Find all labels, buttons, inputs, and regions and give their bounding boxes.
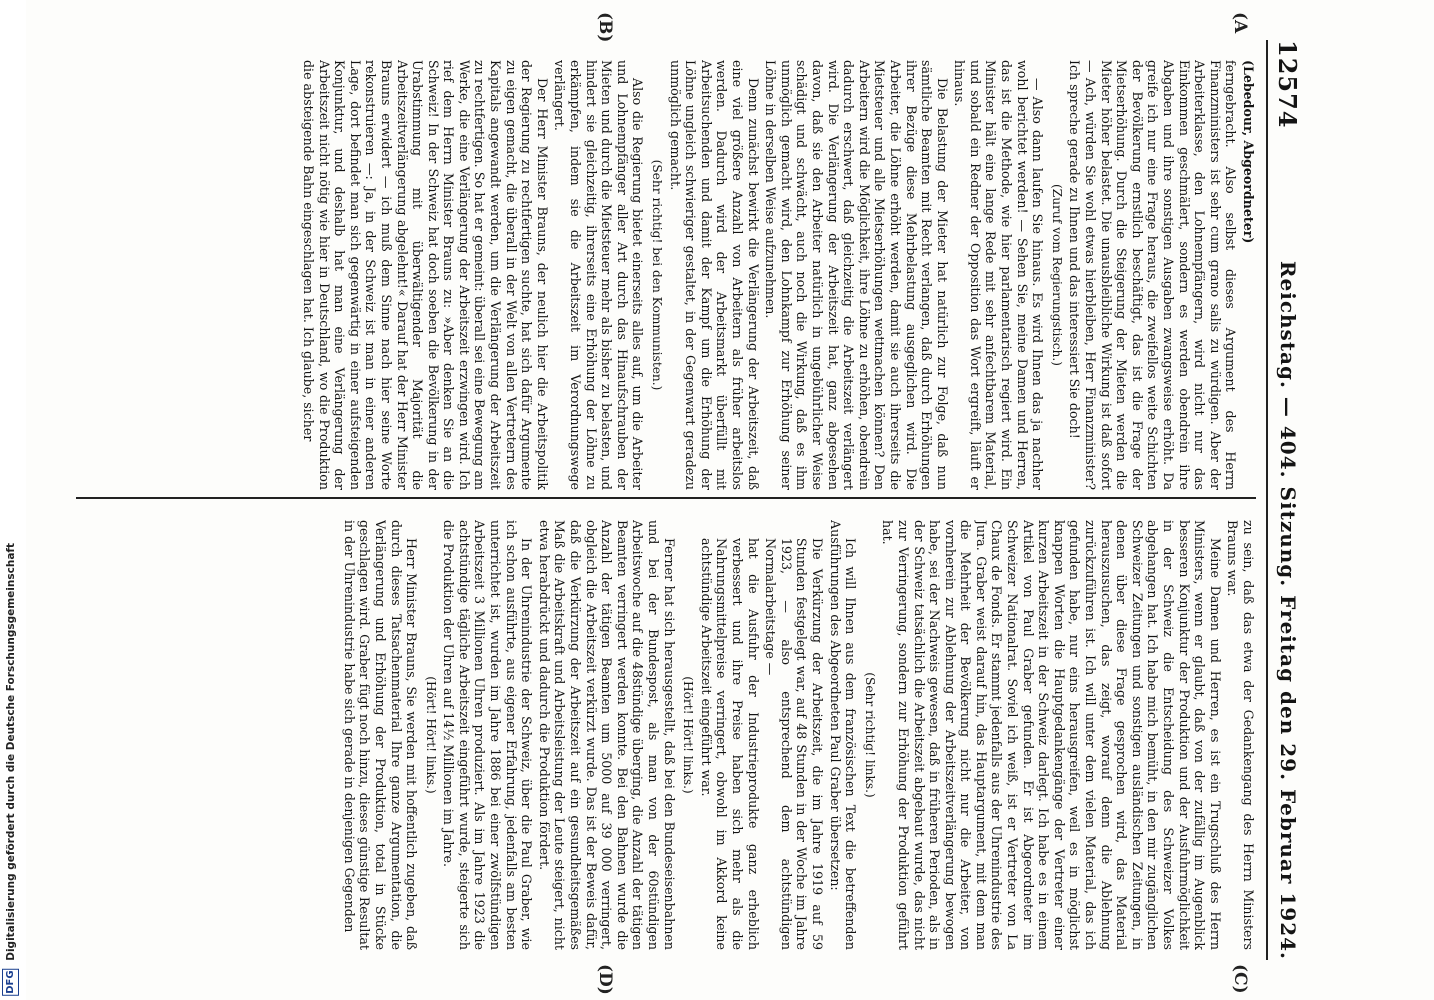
paragraph: — Also dann laufen Sie hinaus. Es wird Ihnen das ja nachher wohl berichtet werden! — Sehen Sie, meine Damen und Herren, das ist die Methode, wie hier parlamentarisch regiert wird. Ein Minister hält eine lange Rede mit sehr anfechtbarem Material, und sobald ein Redner der Opposition das Wort ergreift, läuft er hinaus. — [952, 60, 1046, 490]
paragraph: Der Herr Minister Brauns, der neulich hier die Arbeitspolitik der Regierung zu rechtfertigen suchte, hat sich dafür Argumente zu eigen gemacht, die überall in der Welt von allen Vertretern des Kapitals angewandt werden, um die Verlängerung der Arbeitszeit zu rechtfertigen. So hat er gemeint: überall sei eine Bewegung am Werke, die eine Verlängerung der Arbeitszeit erzwingen wird. Ich rief dem Herrn Minister Brauns zu: »Aber denken Sie an die Schweiz! In der Schweiz hat doch soeben die Bevölkerung in der Urabstimmung mit überwältigender Majorität die Arbeitszeitverlängerung abgelehnt!« Darauf hat der Herr Minister Brauns erwidert — ich muß dem Sinne nach hier seine Worte rekonstruieren —: Ja, in der Schweiz ist man in einer anderen Lage, dort befindet man sich gegenwärtig in einer aufsteigenden Konjunktur, und deshalb hat man eine Verlängerung der Arbeitszeit nicht nötig wie hier in Deutschland, wo die Produktion die absteigende Bahn eingeschlagen hat. Ich glaube, sicher — [300, 60, 550, 490]
interjection: (Sehr richtig! links.) — [862, 672, 877, 798]
quoted-passage: Die Verkürzung der Arbeitszeit, die im Jahre 1919 auf 59 Stunden festgelegt war, auf 48 Stunden in der Woche im Jahre 1923, — also entsprechend dem achtstündigen Normalarbeitstage — — [763, 538, 825, 950]
paragraph: Also die Regierung bietet einerseits alles auf, um die Arbeiter und Lohnempfänger aller Art durch das Hinaufschrauben der Mieten und durch die Mietsteuer mehr als bisher zu belasten, und hindert sie gleichzeitig, ihrerseits eine Erhöhung der Löhne zu erkämpfen, indem sie die Arbeitszeit im Verordnungswege verlängert. — [552, 60, 646, 490]
speaker-label: (Lebedour, Abgeordneter) — [1241, 60, 1256, 244]
column-divider — [76, 497, 1256, 499]
interjection: (Hört! Hört! links.) — [423, 676, 438, 794]
margin-marker-c: (C) — [1230, 964, 1250, 994]
paragraph: zu sein, daß das etwa der Gedankengang des Herrn Ministers Brauns war. — [1225, 520, 1256, 950]
right-text-column — [76, 520, 1256, 950]
page-number: 12574 — [1273, 40, 1303, 129]
paragraph: Herr Minister Brauns, Sie werden mit hoffentlich zugeben, daß durch dieses Tatsachenmaterial Ihre ganze Argumentation, die Verlängerung und Erhöhung der Produktion, total in Stücke geschlagen wird. Graber fügt noch hinzu, dieses günstige Resultat in der Uhrenindustrie habe sich gerade in denjenigen Gegenden — [341, 520, 420, 950]
paragraph: Meine Damen und Herren, es ist ein Trugschluß des Herrn Ministers, wenn er glaubt, daß von der zufällig im Augenblick besseren Konjunktur der Produktion und der Ausfuhrmöglichkeit in der Schweiz die Entscheidung des Schweizer Volkes abgehangen hat. Ich habe mich bemüht, in den mir zugänglichen Schweizer Zeitungen und sonstigen ausländischen Zeitungen, in denen über diese Frage gesprochen wird, das Material herauszusuchen, das zeigt, worauf denn die Ablehnung zurückzuführen ist. Ich will unter dem vielen Material, das ich gefunden habe, nur eins herausgreifen, weil es in möglichst knappen Worten die Hauptgedankengänge der Vertreter einer kurzen Arbeitszeit in der Schweiz darlegt. Ich habe es in einem Artikel von Paul Graber gefunden. Er ist Abgeordneter im Schweizer Nationalrat. Soviel ich weiß, ist er Vertreter von La Chaux de Fonds. Er stammt jedenfalls aus der Uhrenindustrie des Jura. Graber weist darauf hin, das Hauptargument, mit dem man die Mehrheit der Bevölkerung nicht nur die Arbeiter, von vornherein zur Ablehnung der Arbeitszeitverlängerung bewogen habe, sei der Nachweis gewesen, daß in früheren Perioden, als in der Schweiz tatsächlich die Arbeitszeit abgebaut wurde, das nicht zur Verringerung, sondern zur Erhöhung der Produktion geführt hat. — [880, 520, 1223, 950]
left-text-column — [76, 60, 1256, 490]
interjection: (Sehr richtig! bei den Kommunisten.) — [650, 159, 665, 391]
margin-marker-a: (A — [1230, 12, 1250, 34]
quoted-passage: hat die Ausfuhr der Industrieprodukte ganz erheblich verbessert und ihre Preise haben sich mehr als die Nahrungsmittelpreise verringert, obwohl im Akkord keine achtstündige Arbeitszeit eingeführt war. — [698, 538, 761, 950]
margin-marker-b: (B) — [595, 12, 615, 43]
dfg-logo: DFG — [2, 969, 19, 996]
running-head: Reichstag. — 404. Sitzung. Freitag den 29. Februar 1924. — [1276, 260, 1300, 960]
interjection: (Zuruf vom Regierungstisch.) — [1049, 183, 1064, 367]
paragraph: In der Uhrenindustrie der Schweiz, über die Paul Graber, wie ich schon ausführte, aus eigener Erfahrung, jedenfalls am besten unterrichtet ist, wurden im Jahre 1886 bei einer zwölfstündigen Arbeitszeit 3 Millionen Uhren produziert. Als im Jahre 1923 die achtstündige tägliche Arbeitszeit eingeführt wurde, steigerte sich die Produktion der Uhren auf 14½ Millionen im Jahre. — [441, 520, 535, 950]
paragraph: ferngebracht. Also selbst dieses Argument des Herrn Finanzministers ist sehr cum grano salis zu würdigen. Aber der Arbeiterklasse, den Lohnempfängern, wird nicht nur das Einkommen geschmälert, sondern es werden obendrein ihre Abgaben und ihre sonstigen Ausgaben zwangsweise erhöht. Da greife ich nur eine Frage heraus, die zweifellos weite Schichten der Bevölkerung ernstlich beschäftigt, das ist die Frage der Mietserhöhung. Durch die Steigerung der Mieten werden die Mieter höher belastet. Die unausbleibliche Wirkung ist daß sofort — Ach, würden Sie wohl etwas hierbleiben, Herr Finanzminister? Ich spreche gerade zu Ihnen und das interessiert Sie doch! — [1067, 60, 1239, 490]
paragraph: Ich will Ihnen aus dem französischen Text die betreffenden Ausführungen des Abgeordneten Paul Graber übersetzen: — [827, 520, 859, 950]
digitization-credit-strip — [0, 0, 26, 1000]
interjection: (Hört! Hört! links.) — [681, 676, 696, 794]
digitization-credit — [2, 543, 19, 996]
paragraph: Die Belastung der Mieter hat natürlich zur Folge, daß nun sämtliche Beamten mit Recht verlangen, daß durch Erhöhungen ihrer Bezüge diese Mehrbelastung ausgeglichen wird. Die Arbeiter, die Löhne erhöht werden, damit sie auch ihrerseits die Mietsteuer und alle Mietserhöhungen wettmachen können? Den Arbeitern wird die Möglichkeit, ihre Löhne zu erhöhen, obendrein dadurch erschwert, daß gleichzeitig die Arbeitszeit verlängert wird. Die Verlängerung der Arbeitszeit hat, ganz abgesehen davon, daß sie den Arbeiter natürlich in ungebührlicher Weise schädigt und schwächt, auch noch die Wirkung, daß es ihm unmöglich gemacht wird, den Lohnkampf zur Erhöhung seiner Löhne in derselben Weise aufzunehmen. — [763, 60, 950, 490]
paragraph: Denn zunächst bewirkt die Verlängerung der Arbeitszeit, daß eine viel größere Anzahl von Arbeitern als früher arbeitslos werden. Dadurch wird der Arbeitsmarkt überfüllt mit Arbeitsuchenden und damit der Kampf um die Erhöhung der Löhne ungleich schwieriger gestaltet, in der Gegenwart geradezu unmöglich gemacht. — [667, 60, 761, 490]
credit-text: Digitalisierung gefördert durch die Deutsche Forschungsgemeinschaft — [5, 543, 17, 961]
margin-marker-d: (D) — [595, 964, 615, 995]
page-header — [1266, 40, 1308, 960]
paragraph: Ferner hat sich herausgestellt, daß bei den Bundeseisenbahnen und bei der Bundespost, als man von der 60stündigen Arbeitswoche auf die 48stündige überging, die Anzahl der tätigen Beamten verringert werden konnte. Bei den Bahnen wurde die Anzahl der tätigen Beamten um 5000 auf 39 000 verringert, obgleich die Arbeitszeit verkürzt wurde. Das ist der Beweis dafür, daß die Verkürzung der Arbeitszeit auf ein gesundheitsgemäßes Maß die Arbeitskraft und Arbeitsleistung der Leute steigert, nicht etwa herabdrückt und dadurch die Produktion fördert. — [536, 520, 677, 950]
